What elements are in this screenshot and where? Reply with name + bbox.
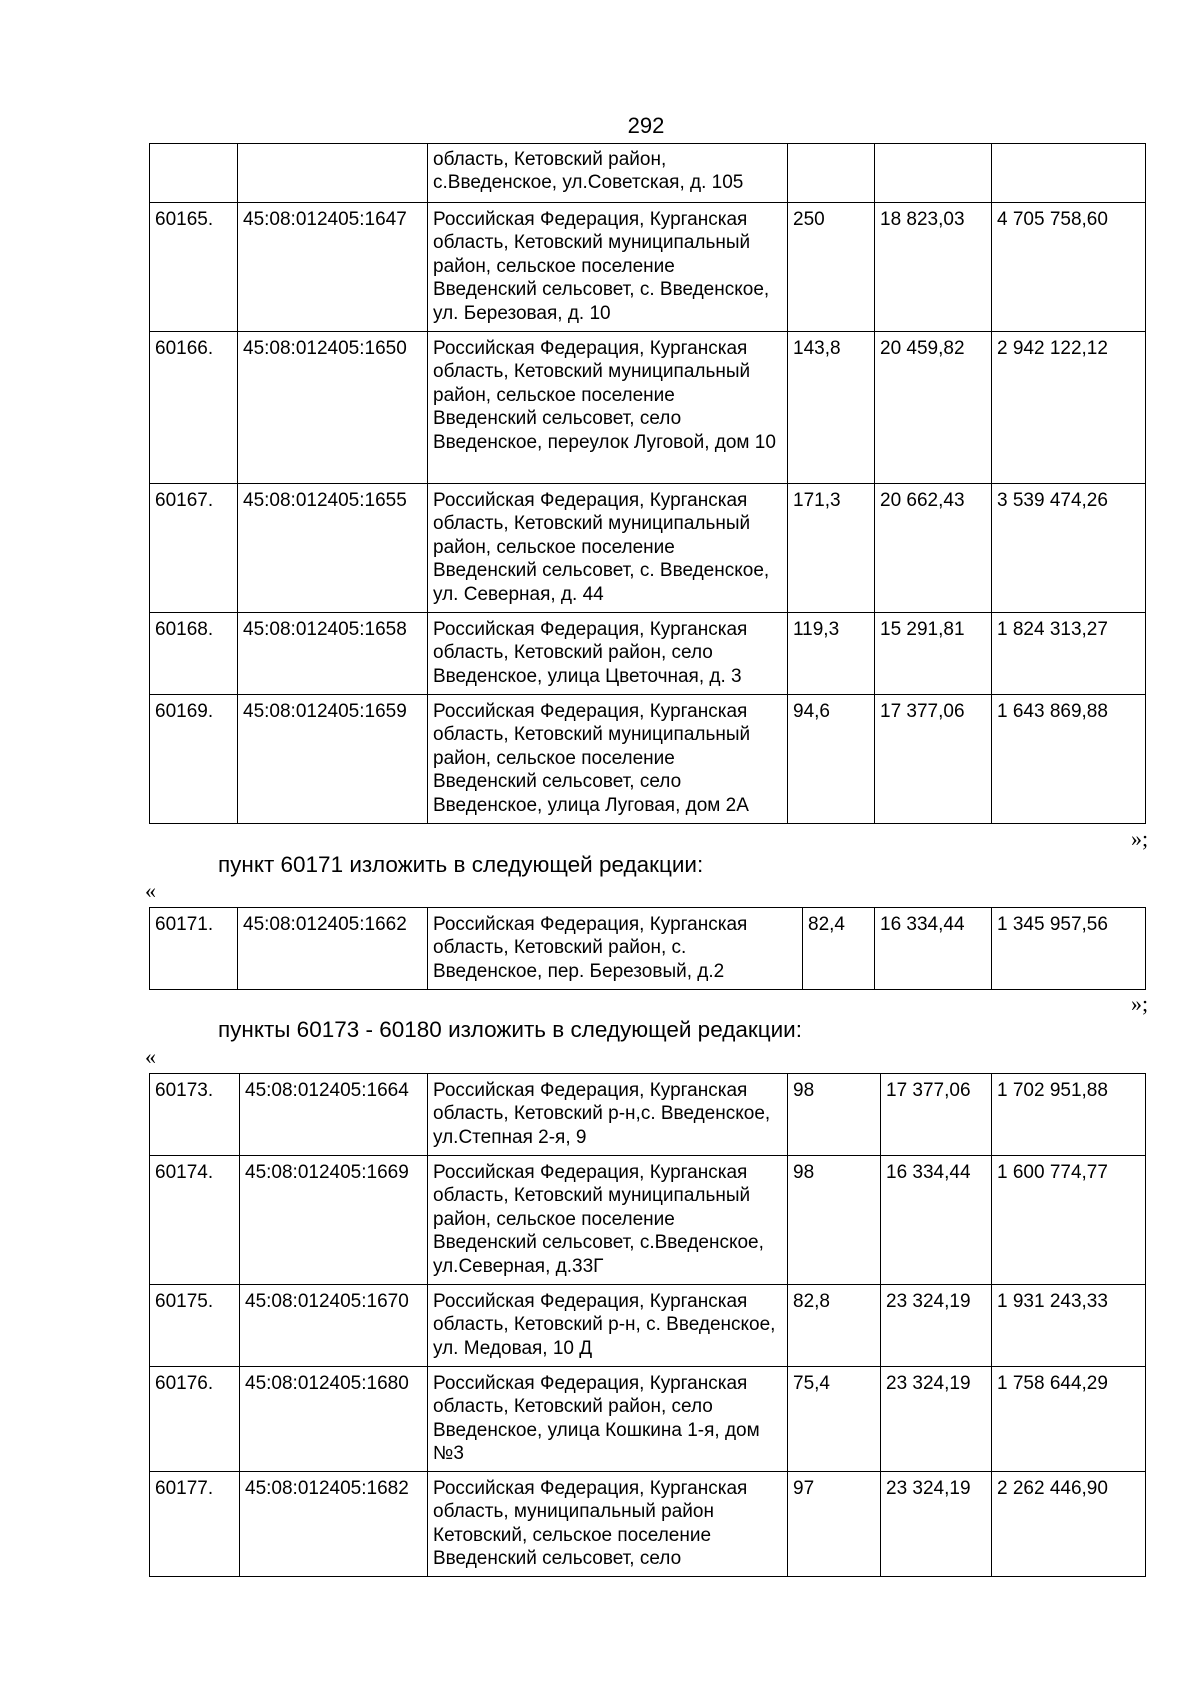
row-number xyxy=(150,144,238,203)
address: Российская Федерация, Курганская область, муниципальный район Кетовский, сельское поселение Введенский сельсовет, село xyxy=(428,1472,788,1577)
area: 94,6 xyxy=(788,695,875,824)
cadastral-number: 45:08:012405:1664 xyxy=(240,1074,428,1156)
address: Российская Федерация, Курганская область, Кетовский район, село Введенское, улица Кошкина 1-я, дом №3 xyxy=(428,1367,788,1472)
table-row xyxy=(150,1285,1146,1367)
row-number: 60176. xyxy=(150,1367,240,1472)
area: 250 xyxy=(788,203,875,332)
area: 171,3 xyxy=(788,484,875,613)
cadastral-value: 1 931 243,33 xyxy=(992,1285,1146,1367)
unit-price: 15 291,81 xyxy=(875,613,992,695)
opening-quote: « xyxy=(145,878,156,903)
address: Российская Федерация, Курганская область, Кетовский район, с. Введенское, пер. Березовый, д.2 xyxy=(428,908,803,990)
area: 119,3 xyxy=(788,613,875,695)
cadastral-number xyxy=(238,144,428,203)
cadastral-number: 45:08:012405:1662 xyxy=(238,908,428,990)
cadastral-value: 1 824 313,27 xyxy=(992,613,1146,695)
row-number: 60168. xyxy=(150,613,238,695)
unit-price xyxy=(875,144,992,203)
address: Российская Федерация, Курганская область, Кетовский муниципальный район, сельское поселение Введенский сельсовет, с. Введенское, ул. Северная, д. 44 xyxy=(428,484,788,613)
address: Российская Федерация, Курганская область, Кетовский р-н,с. Введенское, ул.Степная 2-я, 9 xyxy=(428,1074,788,1156)
cadastral-number: 45:08:012405:1669 xyxy=(240,1156,428,1285)
section-heading: пункты 60173 - 60180 изложить в следующей редакции: xyxy=(218,1017,802,1042)
table-row xyxy=(150,613,1146,695)
address: Российская Федерация, Курганская область, Кетовский муниципальный район, сельское поселение Введенский сельсовет, село Введенское, переулок Луговой, дом 10 xyxy=(428,332,788,484)
table-row xyxy=(150,1156,1146,1285)
table-row xyxy=(150,1472,1146,1577)
cadastral-number: 45:08:012405:1670 xyxy=(240,1285,428,1367)
row-number: 60166. xyxy=(150,332,238,484)
closing-quote: »; xyxy=(1131,991,1149,1016)
unit-price: 23 324,19 xyxy=(881,1472,992,1577)
cadastral-number: 45:08:012405:1650 xyxy=(238,332,428,484)
row-number: 60165. xyxy=(150,203,238,332)
address: Российская Федерация, Курганская область, Кетовский муниципальный район, сельское поселение Введенский сельсовет, село Введенское, улица Луговая, дом 2А xyxy=(428,695,788,824)
address: Российская Федерация, Курганская область, Кетовский р-н, с. Введенское, ул. Медовая, 10 Д xyxy=(428,1285,788,1367)
area: 143,8 xyxy=(788,332,875,484)
area: 75,4 xyxy=(788,1367,881,1472)
table-row xyxy=(150,1367,1146,1472)
row-number: 60175. xyxy=(150,1285,240,1367)
opening-quote: « xyxy=(145,1044,156,1069)
cadastral-value xyxy=(992,144,1146,203)
row-number: 60177. xyxy=(150,1472,240,1577)
unit-price: 23 324,19 xyxy=(881,1285,992,1367)
table-row xyxy=(150,332,1146,484)
table-row xyxy=(150,203,1146,332)
unit-price: 20 662,43 xyxy=(875,484,992,613)
table-row xyxy=(150,144,1146,203)
cadastral-number: 45:08:012405:1658 xyxy=(238,613,428,695)
cadastral-value: 1 702 951,88 xyxy=(992,1074,1146,1156)
table-row xyxy=(150,908,1146,990)
area: 98 xyxy=(788,1156,881,1285)
cadastral-value: 1 600 774,77 xyxy=(992,1156,1146,1285)
table-row xyxy=(150,695,1146,824)
cadastral-value: 3 539 474,26 xyxy=(992,484,1146,613)
row-number: 60169. xyxy=(150,695,238,824)
property-table-2 xyxy=(149,907,1146,990)
cadastral-value: 2 262 446,90 xyxy=(992,1472,1146,1577)
cadastral-number: 45:08:012405:1647 xyxy=(238,203,428,332)
unit-price: 18 823,03 xyxy=(875,203,992,332)
cadastral-value: 4 705 758,60 xyxy=(992,203,1146,332)
area: 97 xyxy=(788,1472,881,1577)
page-number: 292 xyxy=(627,113,665,138)
unit-price: 20 459,82 xyxy=(875,332,992,484)
property-table-1 xyxy=(149,143,1146,824)
property-table-3 xyxy=(149,1073,1146,1577)
address: Российская Федерация, Курганская область, Кетовский муниципальный район, сельское поселение Введенский сельсовет, с. Введенское, ул. Березовая, д. 10 xyxy=(428,203,788,332)
area: 82,4 xyxy=(803,908,875,990)
row-number: 60167. xyxy=(150,484,238,613)
cadastral-value: 2 942 122,12 xyxy=(992,332,1146,484)
unit-price: 16 334,44 xyxy=(881,1156,992,1285)
table-row xyxy=(150,1074,1146,1156)
cadastral-number: 45:08:012405:1682 xyxy=(240,1472,428,1577)
cadastral-value: 1 345 957,56 xyxy=(992,908,1146,990)
cadastral-number: 45:08:012405:1655 xyxy=(238,484,428,613)
address: Российская Федерация, Курганская область, Кетовский район, село Введенское, улица Цветочная, д. 3 xyxy=(428,613,788,695)
cadastral-value: 1 758 644,29 xyxy=(992,1367,1146,1472)
cadastral-number: 45:08:012405:1659 xyxy=(238,695,428,824)
area: 82,8 xyxy=(788,1285,881,1367)
cadastral-value: 1 643 869,88 xyxy=(992,695,1146,824)
table-row xyxy=(150,484,1146,613)
section-heading: пункт 60171 изложить в следующей редакции: xyxy=(218,852,704,877)
unit-price: 17 377,06 xyxy=(881,1074,992,1156)
address: область, Кетовский район, с.Введенское, ул.Советская, д. 105 xyxy=(428,144,788,203)
area: 98 xyxy=(788,1074,881,1156)
row-number: 60174. xyxy=(150,1156,240,1285)
cadastral-number: 45:08:012405:1680 xyxy=(240,1367,428,1472)
unit-price: 17 377,06 xyxy=(875,695,992,824)
row-number: 60173. xyxy=(150,1074,240,1156)
area xyxy=(788,144,875,203)
closing-quote: »; xyxy=(1131,826,1149,851)
unit-price: 16 334,44 xyxy=(875,908,992,990)
row-number: 60171. xyxy=(150,908,238,990)
address: Российская Федерация, Курганская область, Кетовский муниципальный район, сельское поселение Введенский сельсовет, с.Введенское, ул.Северная, д.33Г xyxy=(428,1156,788,1285)
unit-price: 23 324,19 xyxy=(881,1367,992,1472)
